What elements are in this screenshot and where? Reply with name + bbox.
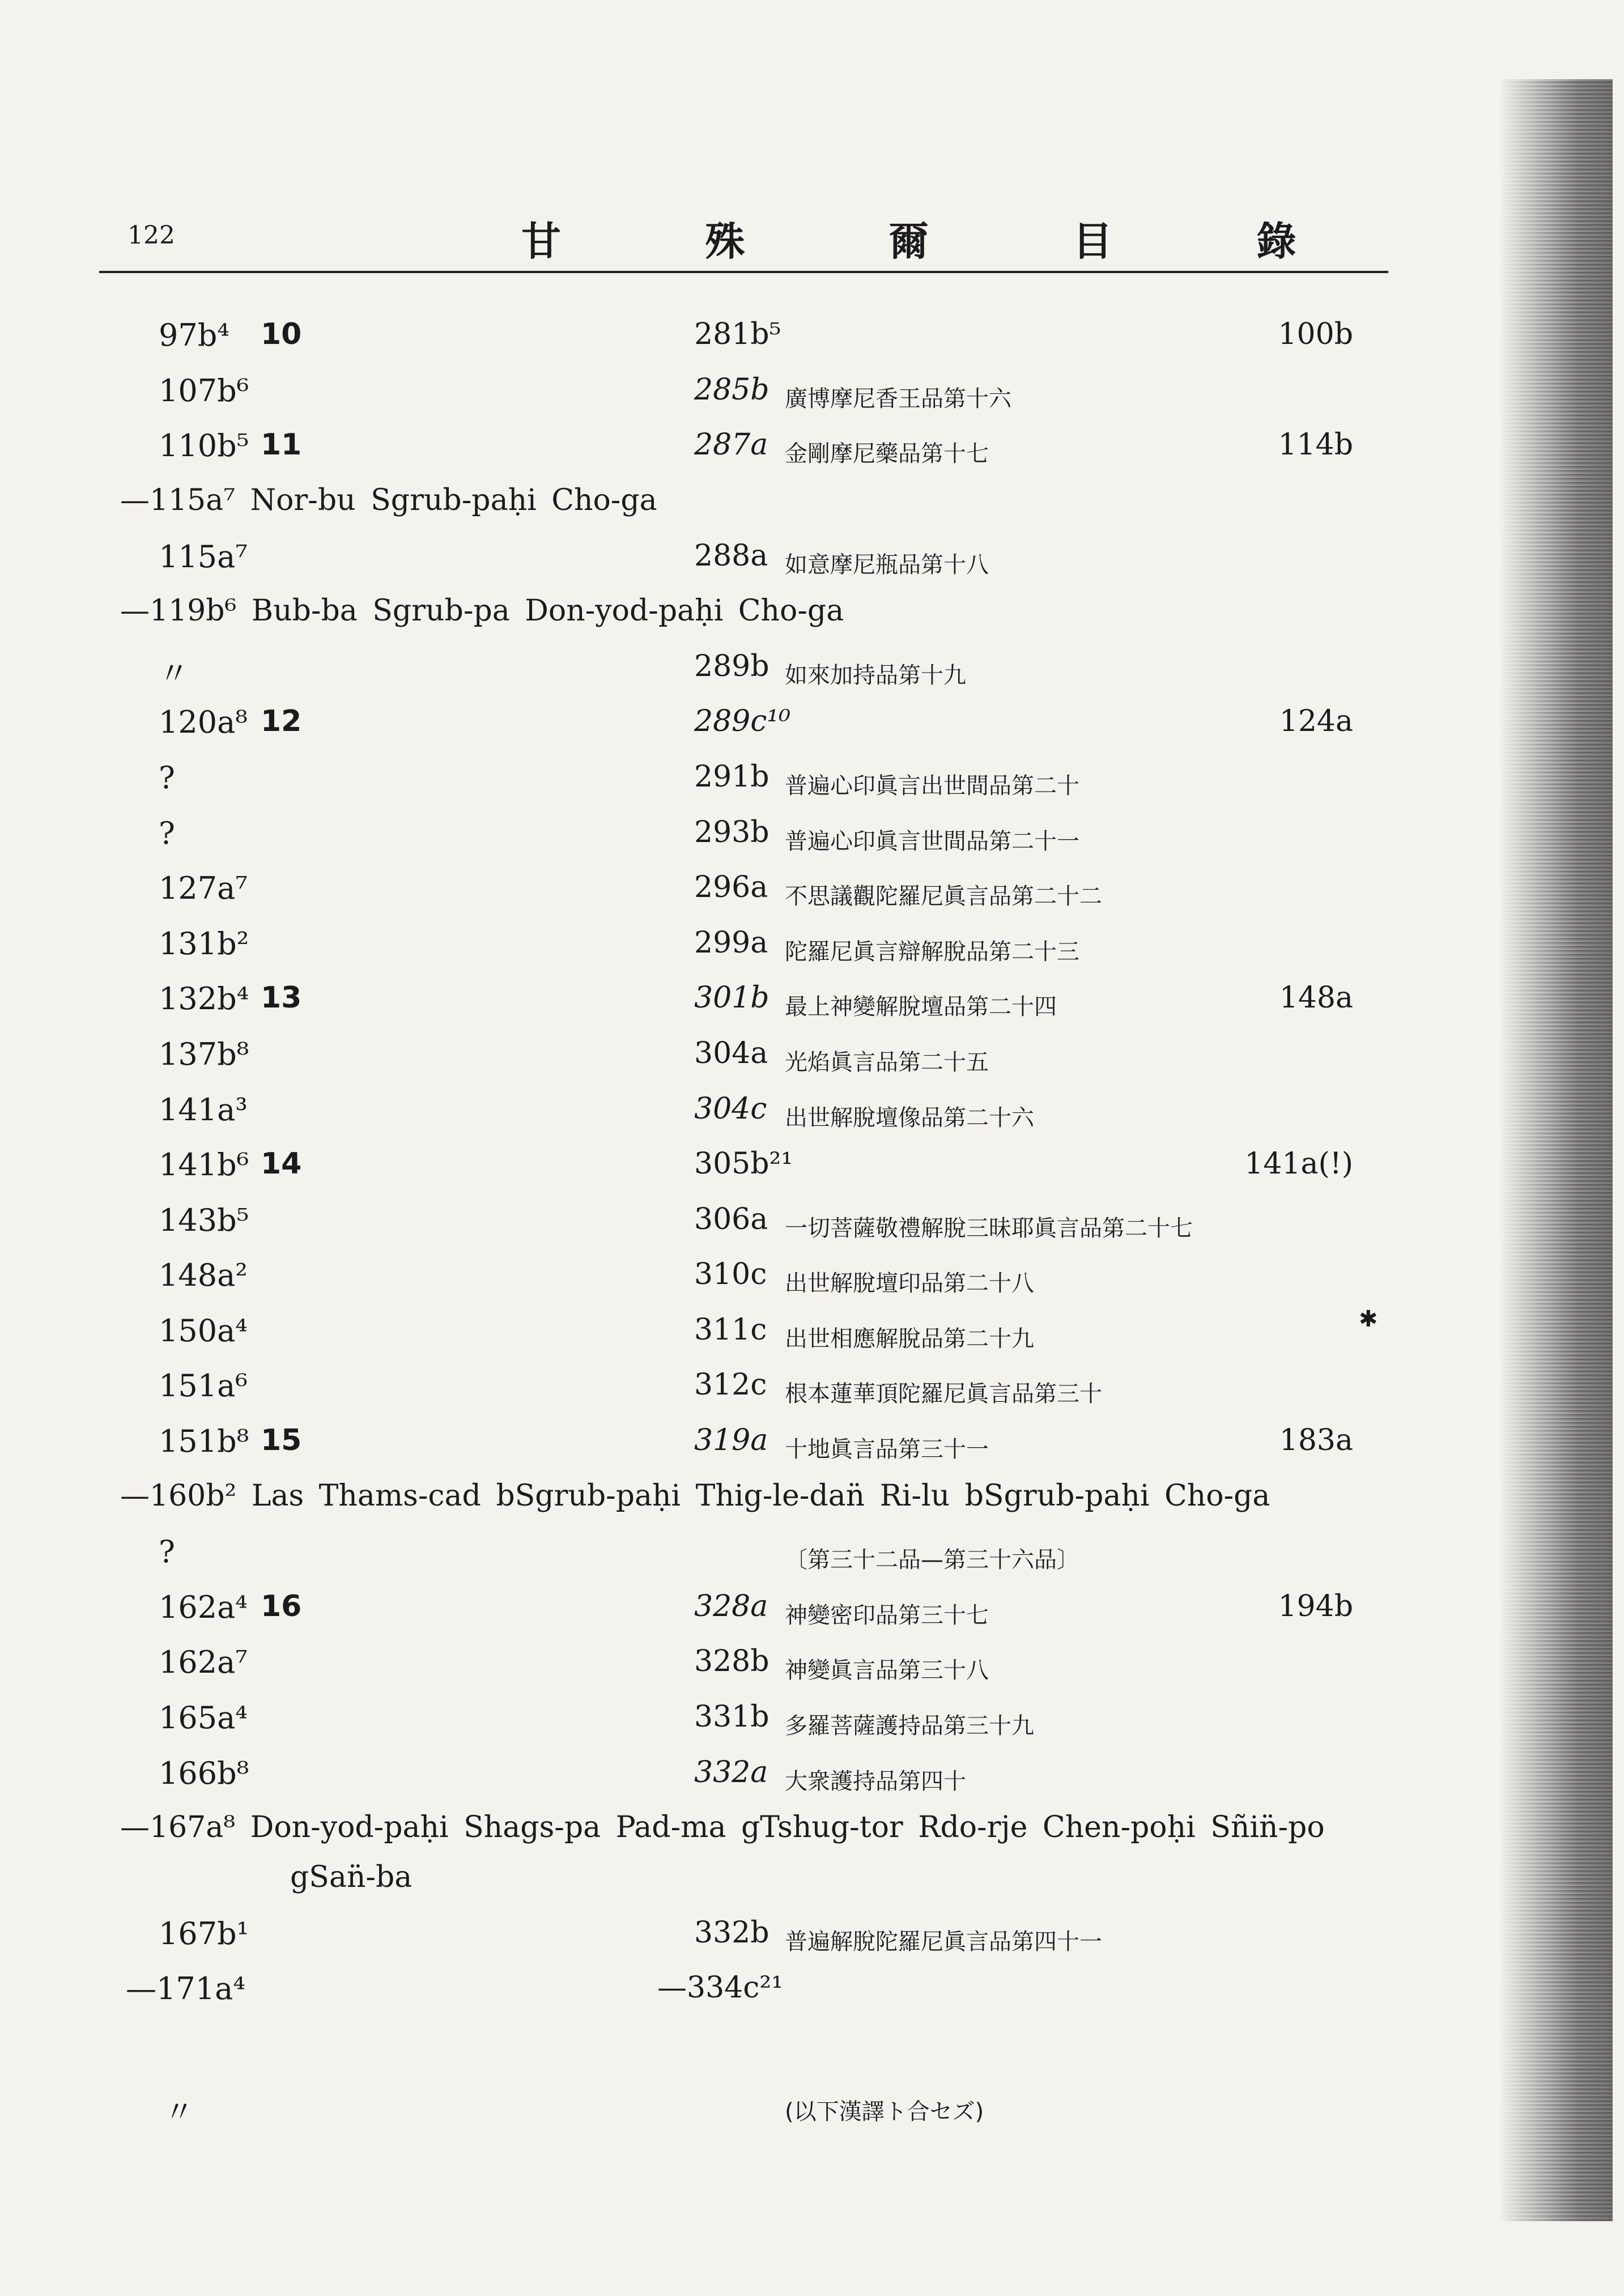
table-row [0, 1423, 1624, 1474]
table-row [0, 1916, 1624, 1967]
end-ref: 194b [1278, 1589, 1353, 1623]
folio-ref: 137b⁸ [159, 1036, 249, 1072]
table-row [0, 1479, 1624, 1530]
page-ref: 331b [694, 1700, 770, 1734]
page-ref: 293b [694, 815, 770, 849]
folio-ref: 141a³ [159, 1092, 248, 1128]
chapter-title: 出世解脫壇像品第二十六 [785, 1105, 1034, 1131]
ink-spot-icon: ✱ [1359, 1306, 1378, 1332]
page-ref: 285b [694, 373, 770, 407]
table-row [0, 1368, 1624, 1419]
chapter-number: 12 [261, 704, 302, 738]
page-ref: 281b⁵ [694, 317, 781, 351]
folio-ref: 107b⁶ [159, 373, 249, 409]
page-ref: 299a [694, 926, 768, 960]
chapter-title: 最上神變解脫壇品第二十四 [785, 994, 1057, 1020]
page-ref: 304a [694, 1036, 768, 1070]
table-row [0, 1202, 1624, 1253]
page-ref: 291b [694, 760, 770, 794]
folio-ref: 110b⁵ [159, 428, 249, 464]
table-row [0, 1589, 1624, 1640]
header-rule [99, 271, 1388, 273]
page-ref: 287a [694, 428, 768, 462]
end-ref: 141a(!) [1244, 1147, 1353, 1181]
folio-ref: 〃 [159, 656, 189, 691]
page-title: 甘 殊 爾 目 錄 [521, 218, 1362, 265]
folio-ref: 143b⁵ [159, 1202, 249, 1238]
table-row [0, 428, 1624, 479]
table-row [0, 1755, 1624, 1806]
chapter-title: 金剛摩尼藥品第十七 [785, 441, 989, 467]
folio-ref: 115a⁷ [159, 539, 248, 575]
ditto-mark: 〃 [164, 2095, 194, 2129]
chapter-number: 10 [261, 317, 302, 351]
end-ref: 148a [1279, 981, 1353, 1015]
folio-ref: 162a⁴ [159, 1589, 248, 1625]
table-row [0, 1257, 1624, 1308]
chapter-title: 如來加持品第十九 [785, 662, 966, 688]
chapter-title: 出世相應解脫品第二十九 [785, 1326, 1034, 1352]
chapter-title: 多羅菩薩護持品第三十九 [785, 1713, 1034, 1739]
page-ref: 328b [694, 1644, 770, 1678]
tibetan-title: —119b⁶ Bub-ba Sgrub-pa Don-yod-paḥi Cho-ga [120, 594, 844, 628]
table-row [0, 1313, 1624, 1364]
tibetan-title-continuation: gSan̈-ba [290, 1860, 413, 1894]
page-ref: 312c [694, 1368, 767, 1402]
table-row [0, 1700, 1624, 1751]
table-row [0, 704, 1624, 755]
chapter-title: 神變眞言品第三十八 [785, 1657, 989, 1683]
page-ref: 319a [694, 1423, 768, 1457]
folio-ref: ? [159, 815, 175, 851]
chapter-title: 大衆護持品第四十 [785, 1768, 966, 1795]
table-row [0, 539, 1624, 590]
folio-ref: 150a⁴ [159, 1313, 248, 1349]
folio-ref: 131b² [159, 926, 249, 962]
folio-ref: 166b⁸ [159, 1755, 249, 1791]
table-row [0, 760, 1624, 811]
chapter-title: 陀羅尼眞言辯解脫品第二十三 [785, 939, 1079, 965]
page-ref: 289b [694, 649, 770, 683]
table-row [0, 649, 1624, 700]
chapter-title: 光焰眞言品第二十五 [785, 1049, 989, 1075]
chapter-title: 普遍解脫陀羅尼眞言品第四十一 [785, 1929, 1102, 1955]
table-row [0, 926, 1624, 977]
table-row [0, 317, 1624, 368]
table-row [0, 1860, 1624, 1911]
chapter-title: 廣博摩尼香王品第十六 [785, 386, 1011, 412]
folio-ref: ? [159, 760, 175, 796]
chapter-title: 根本蓮華頂陀羅尼眞言品第三十 [785, 1381, 1102, 1407]
table-row [0, 1534, 1624, 1585]
chapter-title: 普遍心印眞言世間品第二十一 [785, 828, 1079, 854]
page-ref: 289c¹⁰ [694, 704, 791, 738]
page-number: 122 [127, 221, 175, 250]
tibetan-title: —115a⁷ Nor-bu Sgrub-paḥi Cho-ga [120, 483, 657, 517]
chapter-range-note: 〔第三十二品—第三十六品〕 [785, 1547, 1079, 1573]
table-row [0, 594, 1624, 645]
chapter-title: 十地眞言品第三十一 [785, 1436, 989, 1462]
page-ref: 288a [694, 539, 768, 573]
end-ref: 183a [1279, 1423, 1353, 1457]
folio-ref: 162a⁷ [159, 1644, 248, 1680]
page-ref: 306a [694, 1202, 768, 1236]
folio-ref: 141b⁶ [159, 1147, 249, 1183]
page-ref: 301b [694, 981, 770, 1015]
folio-ref: 151b⁸ [159, 1423, 249, 1459]
chapter-number: 15 [261, 1423, 302, 1457]
end-ref: 100b [1278, 317, 1353, 351]
folio-ref: —171a⁴ [126, 1971, 245, 2006]
folio-ref: ? [159, 1534, 175, 1570]
chapter-title: 不思議觀陀羅尼眞言品第二十二 [785, 883, 1102, 909]
chapter-number: 14 [261, 1147, 302, 1181]
folio-ref: 132b⁴ [159, 981, 249, 1017]
table-row [0, 373, 1624, 424]
table-row [0, 1644, 1624, 1695]
table-row [0, 1971, 1624, 2022]
folio-ref: 151a⁶ [159, 1368, 248, 1404]
table-row [0, 1810, 1624, 1861]
folio-ref: 127a⁷ [159, 870, 248, 906]
table-row [0, 815, 1624, 866]
table-row [0, 1147, 1624, 1198]
tibetan-title: —167a⁸ Don-yod-paḥi Shags-pa Pad-ma gTshug-tor Rdo-rje Chen-poḥi Sñin̈-po [120, 1810, 1325, 1844]
page-ref: 296a [694, 870, 768, 904]
page-ref: 305b²¹ [694, 1147, 793, 1181]
chapter-title: 如意摩尼瓶品第十八 [785, 552, 989, 578]
table-row [0, 870, 1624, 921]
table-row [0, 483, 1624, 534]
footer-note: (以下漢譯ト合セズ) [785, 2099, 984, 2125]
chapter-title: 神變密印品第三十七 [785, 1602, 989, 1629]
folio-ref: 148a² [159, 1257, 248, 1293]
chapter-number: 16 [261, 1589, 302, 1623]
chapter-title: 出世解脫壇印品第二十八 [785, 1270, 1034, 1296]
page-ref: —334c²¹ [657, 1971, 784, 2005]
chapter-number: 13 [261, 981, 302, 1015]
tibetan-title: —160b² Las Thams-cad bSgrub-paḥi Thig-le-dan̈ Ri-lu bSgrub-paḥi Cho-ga [120, 1479, 1270, 1513]
chapter-title: 一切菩薩敬禮解脫三昧耶眞言品第二十七 [785, 1215, 1193, 1241]
page-ref: 304c [694, 1092, 767, 1126]
page-ref: 332b [694, 1916, 770, 1950]
table-row [0, 1092, 1624, 1143]
page-ref: 310c [694, 1257, 767, 1291]
folio-ref: 97b⁴ [159, 317, 229, 353]
end-ref: 124a [1279, 704, 1353, 738]
page-ref: 328a [694, 1589, 768, 1623]
page-ref: 311c [694, 1313, 767, 1347]
table-row [0, 981, 1624, 1032]
end-ref: 114b [1278, 428, 1353, 462]
folio-ref: 165a⁴ [159, 1700, 248, 1736]
chapter-title: 普遍心印眞言出世間品第二十 [785, 773, 1079, 799]
folio-ref: 167b¹ [159, 1916, 249, 1951]
table-row [0, 1036, 1624, 1087]
page-ref: 332a [694, 1755, 768, 1789]
folio-ref: 120a⁸ [159, 704, 248, 740]
chapter-number: 11 [261, 428, 302, 462]
